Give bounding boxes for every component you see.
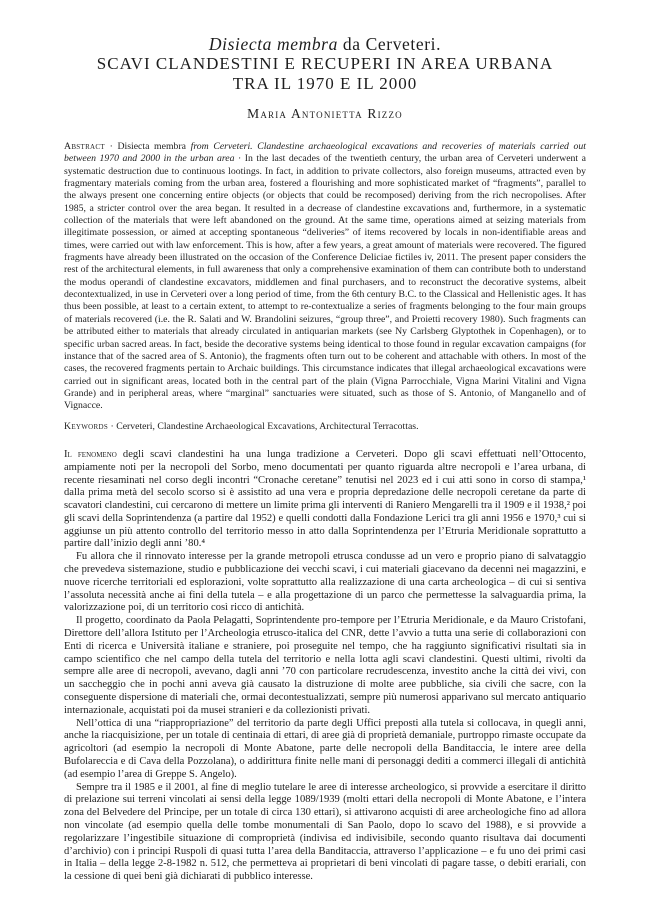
abstract-text: · In the last decades of the twentieth century, the urban area of Cerveteri underwent a systematic destruction due to continuous lootings. In fact, in addition to private collectors, also foreign museums, attracted even by fragmentary materials coming from the urban area, fostered a flourishing and more sophisticated market of “fragments”, parallel to the always present one concerning entire objects (or objects that could be recomposed) deriving from the rich necropolises. After 1985, a stricter control over the area began. It resulted in a decrease of clandestine excavations and, furthermore, in a systematic collection of the materials that were left abandoned on the ground. At the same time, operations aimed at seizing materials from illegitimate possession, or aimed at accepting spontaneous “deliveries” of items recovered by locals in non-identifiable areas and times, were carried out with law enforcement. This is how, after a few years, a great amount of materials were recovered. The figured fragments have already been illustrated on the occasion of the Conference Deliciae fictiles iv, 2011. The present paper considers the rest of the architectural elements, in full awareness that only a comprehensive examination of them can contribute both to understand the modus operandi of clandestine excavators, middlemen and final purchasers, and to reconstruct the decorative systems, albeit decontextualized, in use in Cerveteri over a long period of time, from the 6th century B.C. to the Classical and Hellenistic ages. It has thus been possible, at least to a certain extent, to attempt to re-contextualize a series of fragments belonging to the four main groups of materials recovered (i.e. the R. Salati and W. Brandolini seizures, “group three”, and Proietti recovery 1980). Such fragments can be attributed either to materials that already circulated in antiquarian markets (see Ny Carlsberg Glyptothek in Copenhagen), or to specific urban sacred areas. In fact, beside the decorative systems being identical to those found in regular excavation campaigns (for instance that of the sacred area of S. Antonio), the fragments often turn out to be coherent and attachable with others. In most of the cases, the recovered fragments pertain to Archaic buildings. This circumstance indicates that illegal archaeological excavations were carried out in significant areas, located both in the central part of the plain (Vigna Parrocchiale, Vigna Marini Vitalini and Vigna Grande) and in peripheral areas, where “marginal” sanctuaries were situated, such as those of S. Antonio, of Manganello and of Vignacce. xyxy=(64,153,586,412)
paragraph-lead: Il fenomeno xyxy=(64,448,117,460)
keywords-label: Keywords xyxy=(64,420,109,432)
body-paragraph-5: Sempre tra il 1985 e il 2001, al fine di meglio tutelare le aree di interesse archeologico, si provvide a esercitare il diritto di prelazione sui terreni vincolati ai sensi della legge 1089/1939 (molti ettari della necropoli di Monte Abatone, e l’intera zona del Belvedere del Principe, per un totale di circa 130 ettari), si attivarono acquisti di aree archeologiche fino ad allora non vincolate (ad esempio quella delle tombe monumentali di San Paolo, dopo lo scavo del 1988), e si provvide a regolarizzare l’ingestibile situazione di comproprietà (indivisa ed indivisibile, secondo quanto risultava dai documenti d’archivio) con i principi Ruspoli di quasi tutta l’area della Banditaccia, attraverso l’applicazione – e fu uno dei primi casi in Italia – della legge 2-8-1982 n. 512, che permetteva ai proprietari di beni vincolati di pagare tasse, o debiti erariali, con la cessione di quei beni già dichiarati di pubblico interesse. xyxy=(64,781,586,883)
body-paragraph-1 xyxy=(64,449,586,551)
body-paragraph-3: Il progetto, coordinato da Paola Pelagatti, Soprintendente pro-tempore per l’Etruria Meridionale, e da Mauro Cristofani, Direttore dell’allora Istituto per l’Archeologia etrusco-italica del CNR, dette l’avvio a tutta una serie di collaborazioni con Enti di ricerca e Università italiane e straniere, poi proseguite nel tempo, che ha raggiunto significativi risultati sia in campo scientifico che nel campo della tutela del territorio e nella lotta agli scavi clandestini. Questi ultimi, rivolti da sempre alle aree di necropoli, avevano, dagli anni ’70 con particolare recrudescenza, investito anche la città dei vivi, con un saccheggio che in pochi anni aveva già causato la distruzione di molte aree pubbliche, sia civili che sacre, con la conseguente dispersione di materiali che, ormai decontestualizzati, sempre più numerosi apparivano sul mercato antiquario internazionale, acquistati poi da musei stranieri e da collezionisti privati. xyxy=(64,615,586,716)
paragraph-text: degli scavi clandestini ha una lunga tradizione a Cerveteri. Dopo gli scavi effettuati nell’Ottocento, ampiamente noti per la necropoli del Sorbo, meno documentati per quanto riguarda altre necropoli e l’area urbana, di recente riesaminati nel corso degli incontri “Cronache ceretane” tenutisi nel 2023 ed i cui atti sono in corso di stampa,¹ dalla prima metà del secolo scorso si è assistito ad una vera e propria depredazione delle necropoli ceretane da parte di scavatori clandestini, cui cercarono di mettere un limite prima gli interventi di Raniero Mengarelli tra il 1909 e il 1938,² poi gli scavi della Soprintendenza (a partire dal 1952) e quelli condotti dalla Fondazione Lerici tra gli anni 1956 e 1970,³ cui si aggiunse un più attento controllo del territorio messo in atto dalla Soprintendenza per l’Etruria Meridionale soprattutto a partire dall’inizio degli anni ’80.⁴ xyxy=(64,448,586,550)
abstract xyxy=(64,141,586,413)
keywords-separator: · xyxy=(108,420,117,432)
title-rest: da Cerveteri. xyxy=(337,34,442,54)
abstract-title-italic: from Cerveteri. Clandestine archaeological excavations and recoveries of materials carried out between 1970 and 2000 in the urban area xyxy=(64,141,587,165)
article-title-line3: TRA IL 1970 E IL 2000 xyxy=(232,74,418,93)
abstract-title-plain: Disiecta membra xyxy=(117,141,191,152)
keywords xyxy=(64,421,586,433)
title-italic: Disiecta membra xyxy=(208,34,338,54)
keywords-text: Cerveteri, Clandestine Archaeological Excavations, Architectural Terracottas. xyxy=(116,420,419,432)
body-paragraph-4: Nell’ottica di una “riappropriazione” del territorio da parte degli Uffici preposti alla tutela si collocava, in quegli anni, anche la riacquisizione, per un totale di centinaia di ettari, di aree già di proprietà demaniale, purtroppo rimaste occupate da agricoltori (ad esempio la necropoli di Monte Abatone, parte delle necropoli della Banditaccia, le intere aree della Bufolareccia e di Cava della Pozzolana), o addirittura finite nelle mani di personaggi dediti a commerci illegali di antichità (ad esempio l’area di Greppe S. Angelo). xyxy=(64,717,586,780)
body-paragraph-2: Fu allora che il rinnovato interesse per la grande metropoli etrusca condusse ad un vero e proprio piano di salvataggio che prevedeva sistemazione, studio e pubblicazione dei vecchi scavi, i cui materiali giacevano da decenni nei magazzini, e nuove ricerche territoriali ed esplorazioni, volte soprattutto alla realizzazione di una carta archeologica – di cui si sentiva l’assoluta necessità anche ai fini della tutela – e alla progettazione di un parco che permettesse la salvaguardia prima, la valorizzazione poi, di un territorio così ricco di antichità. xyxy=(64,551,586,614)
article-title-line2: SCAVI CLANDESTINI E RECUPERI IN AREA URBANA xyxy=(96,54,554,73)
article-body xyxy=(64,449,586,884)
abstract-label: Abstract xyxy=(64,141,105,152)
article-header xyxy=(64,34,586,122)
abstract-separator: · xyxy=(104,141,118,152)
author-name: Maria Antonietta Rizzo xyxy=(247,106,403,121)
article-title-line1 xyxy=(64,34,586,54)
